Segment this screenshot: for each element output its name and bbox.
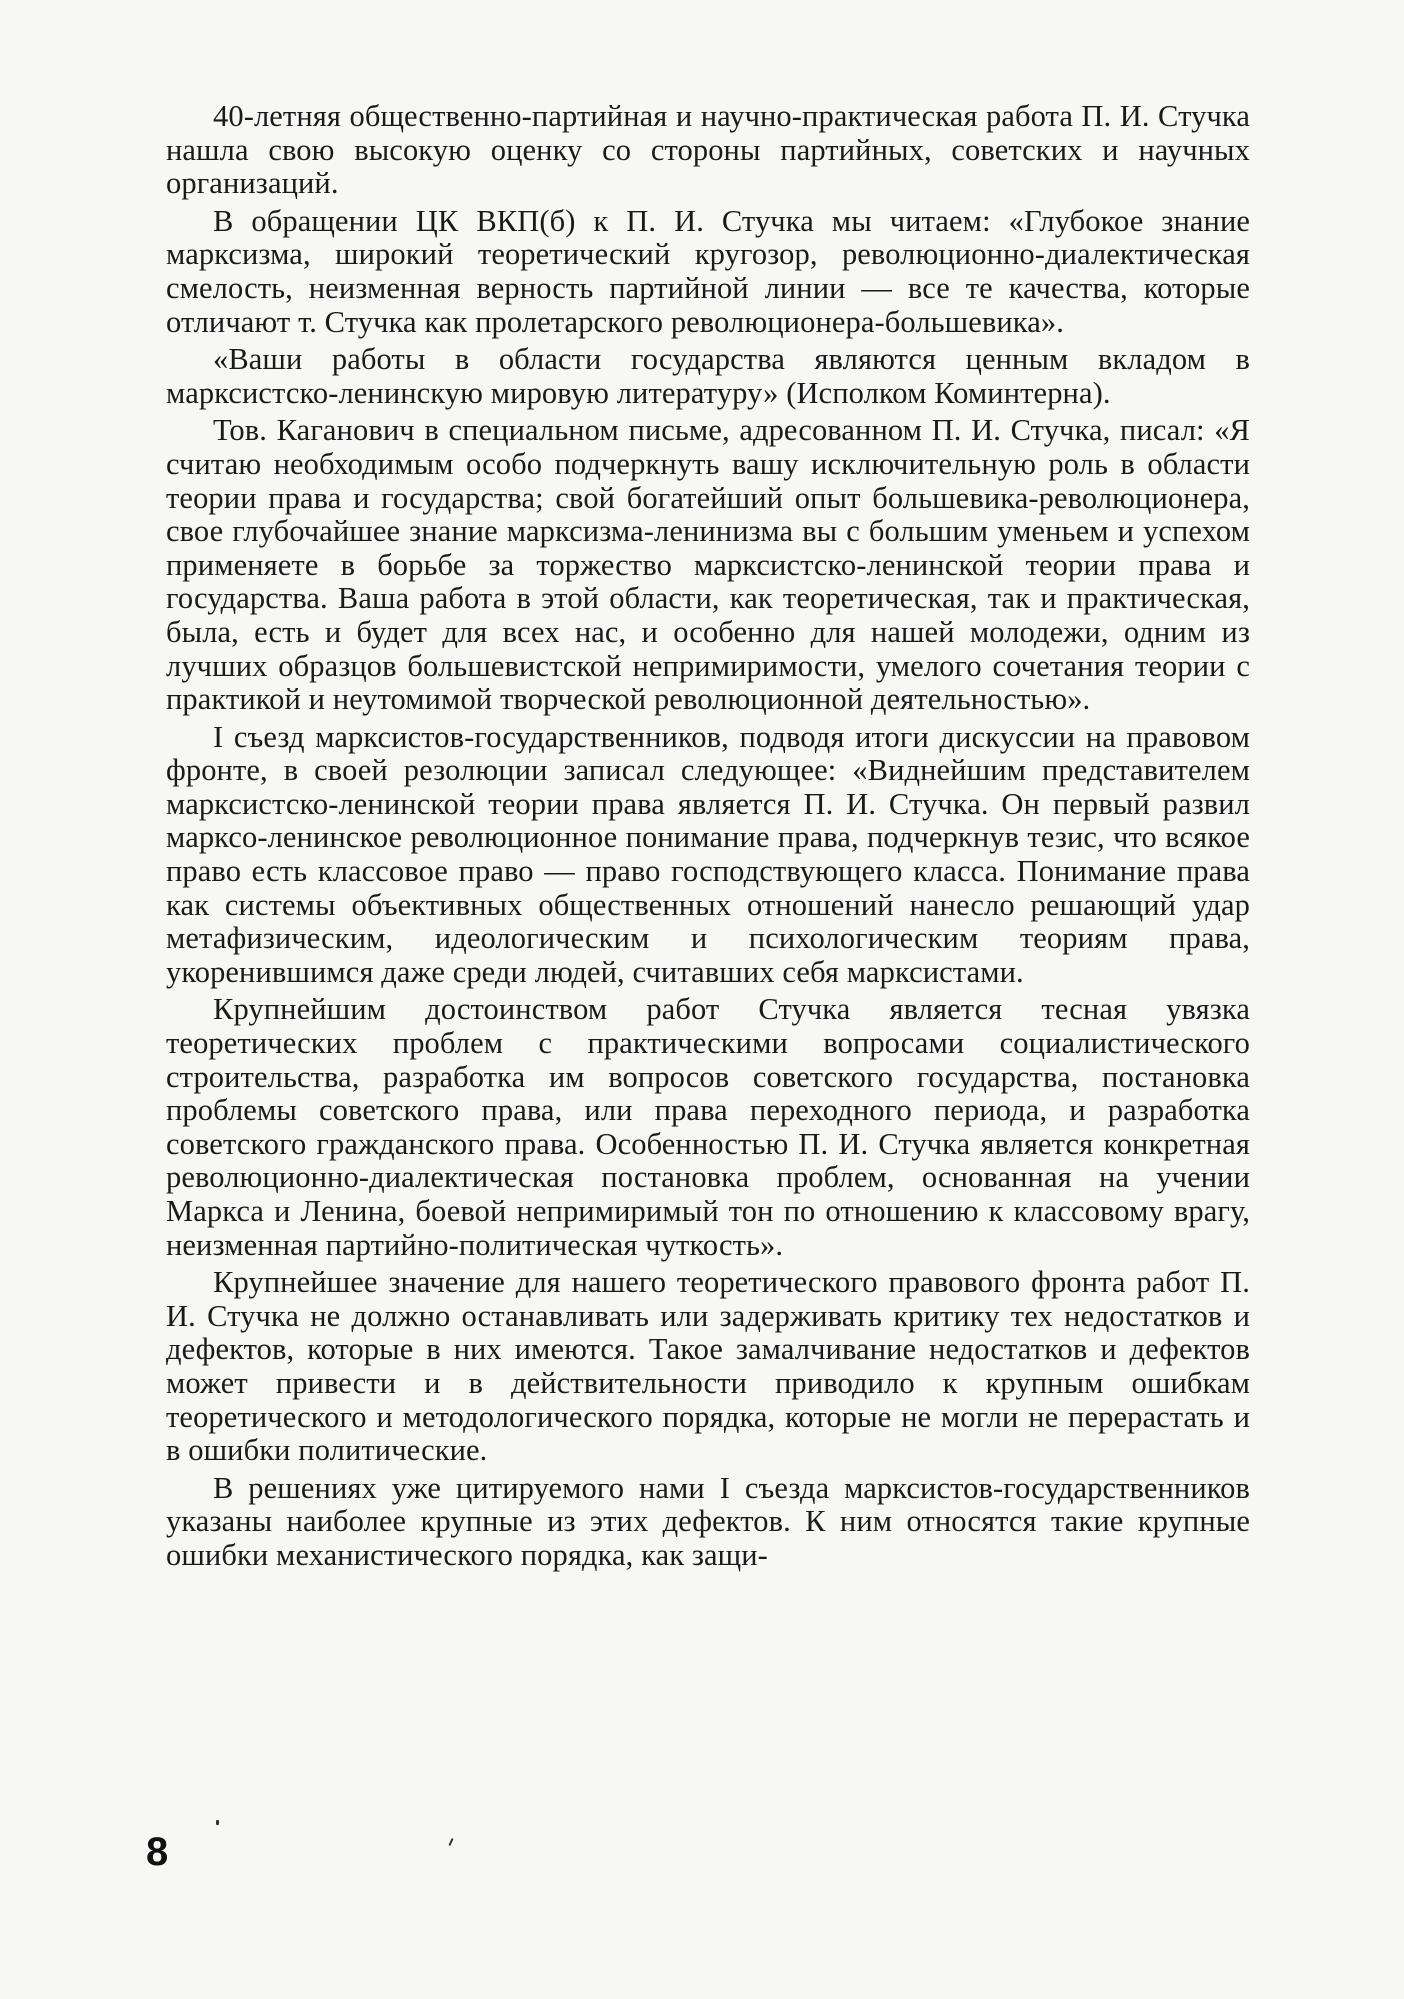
paragraph-2: В обращении ЦК ВКП(б) к П. И. Стучка мы читаем: «Глубокое знание марксизма, широкий теоретический кругозор, революционно-диалектическая смелость, неизменная верность партийной линии — все те качества, которые отличают т. Стучка как пролетарского революционера-большевика». bbox=[166, 203, 1250, 339]
paragraph-3: «Ваши работы в области государства являются ценным вкладом в марксистско-ленинскую мировую литературу» (Исполком Коминтерна). bbox=[166, 342, 1250, 410]
scan-speck bbox=[216, 1820, 219, 1825]
page-number: 8 bbox=[146, 1830, 169, 1874]
page-body bbox=[166, 100, 1250, 1577]
paragraph-7: Крупнейшее значение для нашего теоретического правового фронта работ П. И. Стучка не должно останавливать или задерживать критику тех недостатков и дефектов, которые в них имеются. Такое замалчивание недостатков и дефектов может привести и в действительности приводило к крупным ошибкам теоретического и методологического порядка, которые не могли не перерастать и в ошибки политические. bbox=[166, 1265, 1250, 1468]
paragraph-8: В решениях уже цитируемого нами I съезда марксистов-государственников указаны наиболее крупные из этих дефектов. К ним относятся такие крупные ошибки механистического порядка, как защи- bbox=[166, 1470, 1250, 1572]
scan-speck bbox=[448, 1838, 453, 1846]
paragraph-5: I съезд марксистов-государственников, подводя итоги дискуссии на правовом фронте, в своей резолюции записал следующее: «Виднейшим представителем марксистско-ленинской теории права является П. И. Стучка. Он первый развил марксо-ленинское революционное понимание права, подчеркнув тезис, что всякое право есть классовое право — право господствующего класса. Понимание права как системы объективных общественных отношений нанесло решающий удар метафизическим, идеологическим и психологическим теориям права, укоренившимся даже среди людей, считавших себя марксистами. bbox=[166, 719, 1250, 989]
paragraph-1: 40-летняя общественно-партийная и научно-практическая работа П. И. Стучка нашла свою высокую оценку со стороны партийных, советских и научных организаций. bbox=[166, 99, 1250, 201]
paragraph-6: Крупнейшим достоинством работ Стучка является тесная увязка теоретических проблем с практическими вопросами социалистического строительства, разработка им вопросов советского государства, постановка проблемы советского права, или права переходного периода, и разработка советского гражданского права. Особенностью П. И. Стучка является конкретная революционно-диалектическая постановка проблем, основанная на учении Маркса и Ленина, боевой непримиримый тон по отношению к классовому врагу, неизменная партийно-политическая чуткость». bbox=[166, 992, 1250, 1262]
paragraph-4: Тов. Каганович в специальном письме, адресованном П. И. Стучка, писал: «Я считаю необходимым особо подчеркнуть вашу исключительную роль в области теории права и государства; свой богатейший опыт большевика-революционера, свое глубочайшее знание марксизма-ленинизма вы с большим уменьем и успехом применяете в борьбе за торжество марксистско-ленинской теории права и государства. Ваша работа в этой области, как теоретическая, так и практическая, была, есть и будет для всех нас, и особенно для нашей молодежи, одним из лучших образцов большевистской непримиримости, умелого сочетания теории с практикой и неутомимой творческой революционной деятельностью». bbox=[166, 413, 1250, 717]
